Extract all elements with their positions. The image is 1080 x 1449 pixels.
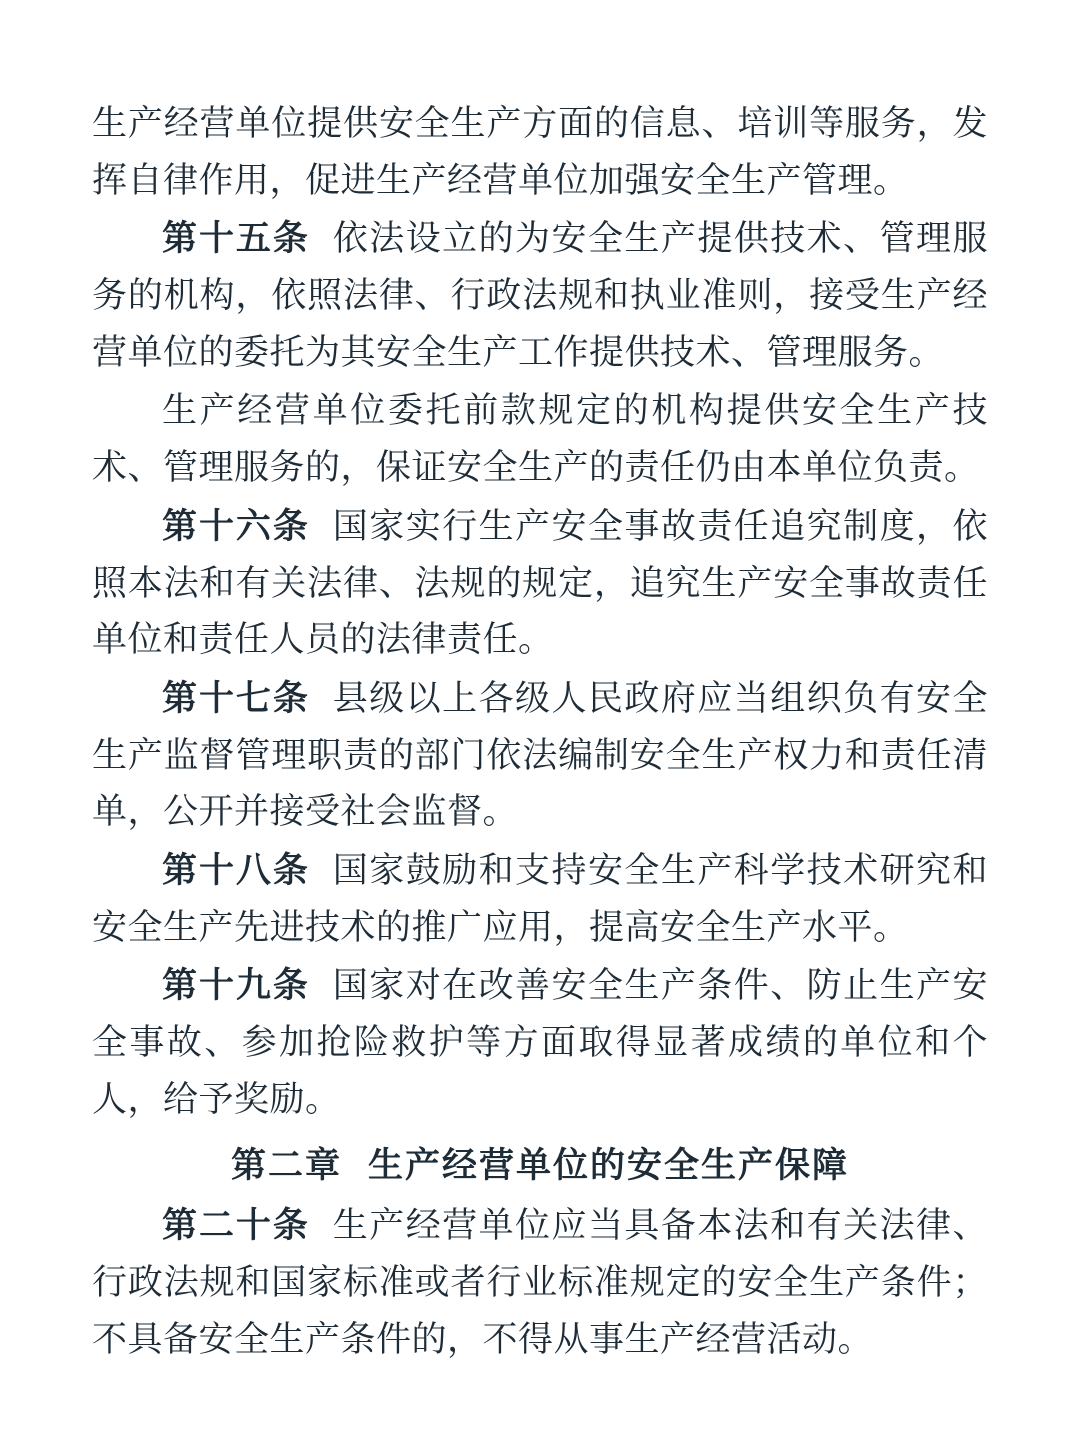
- paragraph-article-19: [92, 958, 988, 1128]
- paragraph-article-20: [92, 1198, 988, 1368]
- chapter-title: 生产经营单位的安全生产保障: [368, 1145, 850, 1187]
- paragraph-text: 县级以上各级人民政府应当组织负有安全生产监督管理职责的部门依法编制安全生产权力和责任清单，公开并接受社会监督。: [92, 678, 988, 833]
- paragraph: [92, 96, 988, 209]
- paragraph-text: 生产经营单位提供安全生产方面的信息、培训等服务，发挥自律作用，促进生产经营单位加强安全生产管理。: [92, 104, 988, 201]
- article-number: 第十八条: [162, 849, 310, 891]
- article-number: 第十九条: [162, 965, 310, 1007]
- article-number: 第十七条: [162, 677, 310, 719]
- paragraph-text: 国家实行生产安全事故责任追究制度，依照本法和有关法律、法规的规定，追究生产安全事故责任单位和责任人员的法律责任。: [92, 506, 988, 661]
- chapter-number: 第二章: [230, 1145, 342, 1187]
- paragraph-article-16: [92, 499, 988, 669]
- paragraph-text: 生产经营单位委托前款规定的机构提供安全生产技术、管理服务的，保证安全生产的责任仍由本单位负责。: [92, 391, 988, 489]
- paragraph-text: 国家鼓励和支持安全生产科学技术研究和安全生产先进技术的推广应用，提高安全生产水平。: [92, 850, 988, 948]
- article-number: 第十六条: [162, 505, 310, 547]
- paragraph-text: 生产经营单位应当具备本法和有关法律、行政法规和国家标准或者行业标准规定的安全生产条件；不具备安全生产条件的，不得从事生产经营活动。: [92, 1206, 988, 1360]
- article-number: 第二十条: [162, 1205, 310, 1247]
- paragraph-article-17: [92, 671, 988, 841]
- paragraph-article-15: [92, 211, 988, 381]
- paragraph-text: 国家对在改善安全生产条件、防止生产安全事故、参加抢险救护等方面取得显著成绩的单位和个人，给予奖励。: [92, 966, 988, 1120]
- paragraph-article-15-clause-2: [92, 383, 988, 496]
- article-number: 第十五条: [162, 218, 310, 260]
- chapter-heading: [92, 1138, 988, 1194]
- paragraph-text: 依法设立的为安全生产提供技术、管理服务的机构，依照法律、行政法规和执业准则，接受生产经营单位的委托为其安全生产工作提供技术、管理服务。: [92, 219, 988, 373]
- document-body: [92, 96, 988, 1368]
- paragraph-article-18: [92, 843, 988, 956]
